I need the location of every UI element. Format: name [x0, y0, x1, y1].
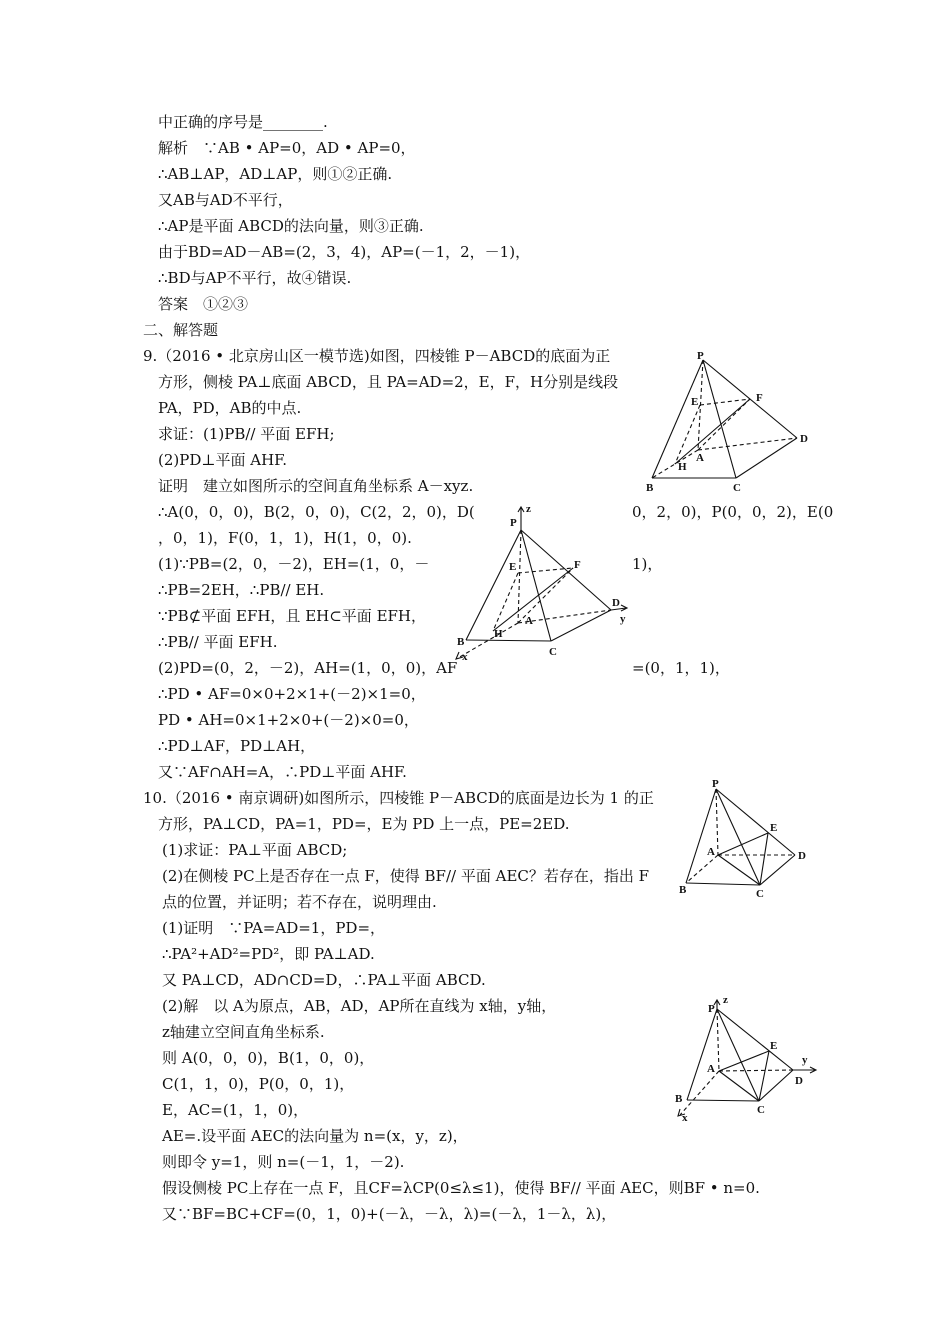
- fig2-label: H: [494, 628, 503, 640]
- pyramid-figure-1: [640, 350, 820, 500]
- text-line: 9.（2016 • 北京房山区一模节选)如图，四棱锥 P－ABCD的底面为正: [143, 347, 611, 365]
- text-line: ∴PA²+AD²=PD²，即 PA⊥AD.: [162, 945, 375, 963]
- text-line: 由于BD=AD－AB=(2，3，4)，AP=(－1，2，－1)，: [158, 243, 531, 261]
- text-line: ∴PB// 平面 EFH.: [158, 633, 278, 651]
- fig2-label: F: [574, 559, 581, 571]
- fig3-label: A: [707, 846, 715, 858]
- text-line: C(1，1，0)，P(0，0，1)，: [162, 1075, 355, 1093]
- text-line: 又AB与AD不平行，: [158, 191, 293, 209]
- fig4-label: B: [675, 1093, 683, 1105]
- fig1-label: A: [696, 452, 704, 464]
- text-line: 则即令 y=1，则 n=(－1，1，－2).: [162, 1153, 405, 1171]
- fig1-label: C: [733, 482, 741, 494]
- text-line: (2)在侧棱 PC上是否存在一点 F，使得 BF// 平面 AEC？若存在，指出 F: [162, 867, 650, 885]
- fig4-label: y: [802, 1054, 808, 1066]
- fig3-label: P: [712, 778, 719, 790]
- pyramid-figure-2: [448, 500, 638, 665]
- text-line: 假设侧棱 PC上存在一点 F，且CF=λCP(0≤λ≤1)，使得 BF// 平面 AEC，则BF • n=0.: [162, 1179, 760, 1197]
- text-line: ∴PD⊥AF，PD⊥AH，: [158, 737, 316, 755]
- fig3-label: E: [770, 822, 778, 834]
- fig2-label: y: [620, 613, 626, 625]
- fig4-label: D: [795, 1075, 803, 1087]
- fig4-label: A: [707, 1063, 715, 1075]
- text-line: ∴BD与AP不平行，故④错误.: [158, 269, 352, 287]
- text-line: 点的位置，并证明；若不存在，说明理由.: [162, 893, 437, 911]
- text-line: 则 A(0，0，0)，B(1，0，0)，: [162, 1049, 375, 1067]
- fig2-label: D: [612, 597, 620, 609]
- text-line: ∴PD • AF=0×0+2×1+(－2)×1=0，: [158, 685, 426, 703]
- text-line: ∴AB⊥AP，AD⊥AP，则①②正确.: [158, 165, 393, 183]
- text-line: AE=.设平面 AEC的法向量为 n=(x，y，z)，: [162, 1127, 468, 1145]
- fig1-label: P: [697, 350, 704, 362]
- fig4-label: z: [723, 995, 728, 1006]
- text-line: (1)证明 ∵PA=AD=1，PD=，: [162, 919, 386, 937]
- text-line: 答案 ①②③: [158, 295, 249, 313]
- fig3-label: D: [798, 850, 806, 862]
- fig2-label: C: [549, 646, 557, 658]
- pyramid-figure-4: [665, 995, 825, 1125]
- pyramid-figure-3: [670, 775, 820, 900]
- fig4-label: P: [708, 1003, 715, 1015]
- text-line: ∴PB=2EH，∴PB// EH.: [158, 581, 325, 599]
- text-line: PA，PD，AB的中点.: [158, 399, 302, 417]
- text-line: 又∵BF=BC+CF=(0，1，0)+(－λ，－λ，λ)=(－λ，1－λ，λ)，: [162, 1205, 617, 1223]
- fig1-label: F: [756, 392, 763, 404]
- text-line: =(0，1，1)，: [632, 659, 730, 677]
- fig3-label: C: [756, 888, 764, 900]
- text-line: PD • AH=0×1+2×0+(－2)×0=0，: [158, 711, 419, 729]
- text-line: 证明 建立如图所示的空间直角坐标系 A－xyz.: [158, 477, 474, 495]
- text-line: 解析 ∵AB • AP=0，AD • AP=0，: [158, 139, 416, 157]
- fig3-label: B: [679, 884, 687, 896]
- text-line: (1)求证：PA⊥平面 ABCD;: [162, 841, 348, 859]
- text-line: 10.（2016 • 南京调研)如图所示，四棱锥 P－ABCD的底面是边长为 1 的正: [143, 789, 654, 807]
- text-line: 方形，侧棱 PA⊥底面 ABCD，且 PA=AD=2，E，F，H分别是线段: [158, 373, 619, 391]
- text-line: 求证：(1)PB// 平面 EFH;: [158, 425, 335, 443]
- fig1-label: H: [678, 461, 687, 473]
- text-line: (2)PD⊥平面 AHF.: [158, 451, 287, 469]
- text-line: (2)解 以 A为原点，AB，AD，AP所在直线为 x轴，y轴，: [162, 997, 557, 1015]
- fig4-label: x: [682, 1112, 688, 1124]
- text-line: (1)∵PB=(2，0，－2)，EH=(1，0，－: [158, 555, 430, 573]
- fig2-label: P: [510, 517, 517, 529]
- text-line: 0，2，0)，P(0，0，2)，E(0: [632, 503, 834, 521]
- text-line: 二、解答题: [143, 321, 219, 339]
- fig4-label: E: [770, 1040, 778, 1052]
- text-line: ，0，1)，F(0，1，1)，H(1，0，0).: [158, 529, 412, 547]
- fig1-label: E: [691, 396, 699, 408]
- fig4-label: C: [757, 1104, 765, 1116]
- fig1-label: B: [646, 482, 654, 494]
- fig1-label: D: [800, 433, 808, 445]
- text-line: (2)PD=(0，2，－2)，AH=(1，0，0)，AF: [158, 659, 458, 677]
- fig2-label: E: [509, 561, 517, 573]
- text-line: 中正确的序号是________.: [158, 113, 328, 131]
- text-line: ∴AP是平面 ABCD的法向量，则③正确.: [158, 217, 424, 235]
- text-line: E，AC=(1，1，0)，: [162, 1101, 309, 1119]
- text-line: 方形，PA⊥CD，PA=1，PD=，E为 PD 上一点，PE=2ED.: [158, 815, 570, 833]
- fig2-label: z: [526, 503, 531, 515]
- text-line: ∵PB⊄平面 EFH，且 EH⊂平面 EFH，: [158, 607, 427, 625]
- text-line: 又∵AF∩AH=A，∴PD⊥平面 AHF.: [158, 763, 407, 781]
- text-line: ∴A(0，0，0)，B(2，0，0)，C(2，2，0)，D(: [158, 503, 475, 521]
- fig2-label: A: [525, 615, 533, 627]
- fig2-label: x: [462, 651, 468, 663]
- text-line: 1)，: [632, 555, 663, 573]
- fig2-label: B: [457, 636, 465, 648]
- text-line: 又 PA⊥CD，AD∩CD=D，∴PA⊥平面 ABCD.: [162, 971, 486, 989]
- text-line: z轴建立空间直角坐标系.: [162, 1023, 325, 1041]
